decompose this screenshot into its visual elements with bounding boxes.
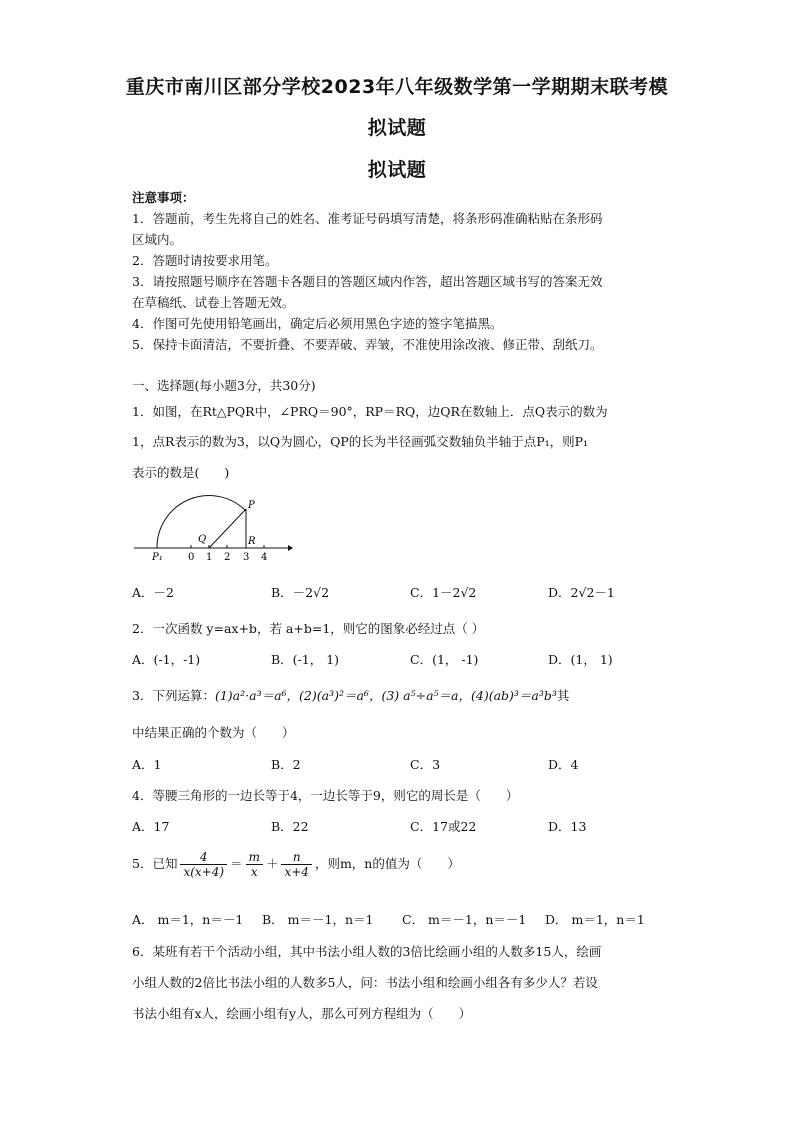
q5-stem (132, 850, 460, 879)
exam-title-line1: 重庆市南川区部分学校2023年八年级数学第一学期期末联考模 (125, 76, 669, 98)
q5-fraction-2 (246, 850, 263, 879)
q6-stem-line3: 书法小组有x人，绘画小组有y人，那么可列方程组为（ ） (132, 1006, 472, 1021)
q5-option-a: A． m＝1，n＝－1 (132, 912, 244, 927)
q1-option-b: B．－2√2 (271, 585, 330, 600)
q5-option-c: C． m＝－1，n＝－1 (402, 912, 527, 927)
exam-title-line2: 拟试题 (367, 117, 427, 139)
q1-option-d: D．2√2－1 (548, 585, 615, 600)
q1-stem-line1: 1．如图，在Rt△PQR中，∠PRQ＝90°，RP＝RQ，边QR在数轴上．点Q表示的数为 (132, 404, 608, 419)
q4-option-c: C．17或22 (410, 819, 477, 834)
q4-option-a: A．17 (132, 819, 170, 834)
q5-prefix: 5．已知 (132, 856, 178, 871)
q2-option-a: A．(-1，-1) (132, 652, 201, 667)
q2-option-b: B．(-1， 1) (271, 652, 340, 667)
q1-option-c: C．1－2√2 (410, 585, 477, 600)
q3-option-d: D．4 (548, 757, 579, 772)
q4-stem: 4．等腰三角形的一边长等于4，一边长等于9，则它的周长是（ ） (132, 788, 519, 803)
q3-prefix: 3．下列运算： (132, 688, 215, 703)
notice-item: 4．作图可先使用铅笔画出，确定后必须用黑色字迹的签字笔描黑。 (132, 316, 503, 331)
q3-option-a: A．1 (132, 757, 162, 772)
q3-option-c: C．3 (410, 757, 441, 772)
q5-option-d: D． m＝1，n＝1 (545, 912, 645, 927)
label-p: P (248, 500, 255, 511)
tick-label: 3 (243, 552, 250, 563)
q2-stem: 2．一次函数 y=ax+b，若 a+b=1，则它的图象必经过点（ ） (132, 621, 485, 636)
q5-fraction-1 (180, 850, 227, 879)
label-q: Q (198, 534, 207, 545)
fraction-numerator: 4 (180, 850, 227, 865)
q5-suffix: ，则m，n的值为（ ） (314, 856, 460, 871)
section-heading: 一、选择题(每小题3分，共30分) (132, 378, 316, 393)
q3-suffix: 其 (556, 688, 570, 703)
notice-item: 区域内。 (132, 232, 183, 247)
q5-fraction-3 (281, 850, 311, 879)
label-p1: P₁ (152, 552, 163, 563)
fraction-denominator: x (250, 865, 258, 879)
notice-item: 5．保持卡面清洁，不要折叠、不要弄破、弄皱，不准使用涂改液、修正带、刮纸刀。 (132, 337, 603, 352)
notice-item: 在草稿纸、试卷上答题无效。 (132, 295, 295, 310)
number-line-figure (130, 492, 295, 567)
tick-label: 0 (188, 552, 195, 563)
q5-option-b: B． m＝－1，n＝1 (262, 912, 374, 927)
tick-label: 1 (206, 552, 213, 563)
q3-stem-line2: 中结果正确的个数为（ ） (132, 725, 295, 740)
q5-plus: ＋ (265, 856, 279, 871)
q2-option-d: D．(1， 1) (548, 652, 613, 667)
notice-item: 1．答题前，考生先将自己的姓名、准考证号码填写清楚，将条形码准确粘贴在条形码 (132, 211, 603, 226)
q1-stem-line2: 1，点R表示的数为3，以Q为圆心，QP的长为半径画弧交数轴负半轴于点P₁，则P₁ (132, 434, 589, 449)
q3-stem-line1 (132, 686, 569, 704)
q3-item1: (1)a²·a³＝a⁶， (214, 688, 300, 703)
q3-item2: (2)(a³)²＝a⁶， (299, 688, 382, 703)
q4-option-d: D．13 (548, 819, 587, 834)
fraction-numerator: n (281, 850, 311, 865)
fraction-denominator: x+4 (284, 865, 309, 879)
q4-option-b: B．22 (271, 819, 309, 834)
exam-title-line3: 拟试题 (367, 159, 427, 181)
notice-item: 2．答题时请按要求用笔。 (132, 253, 278, 268)
q3-item4: (4)(ab)³＝a³b³ (471, 688, 557, 703)
fraction-denominator: x(x+4) (183, 865, 225, 879)
label-r: R (248, 536, 256, 547)
q3-item3: (3) a⁵÷a⁵＝a， (381, 688, 471, 703)
tick-label: 2 (224, 552, 231, 563)
q1-stem-line3: 表示的数是( ) (132, 465, 230, 480)
q6-stem-line1: 6．某班有若干个活动小组，其中书法小组人数的3倍比绘画小组的人数多15人，绘画 (132, 944, 602, 959)
notice-item: 3．请按照题号顺序在答题卡各题目的答题区域内作答，超出答题区域书写的答案无效 (132, 274, 603, 289)
notice-heading: 注意事项： (132, 190, 195, 205)
q1-option-a: A．－2 (132, 585, 174, 600)
q5-equals: ＝ (230, 856, 243, 871)
q2-option-c: C．(1， -1) (410, 652, 479, 667)
fraction-numerator: m (246, 850, 263, 865)
q3-option-b: B．2 (271, 757, 301, 772)
q6-stem-line2: 小组人数的2倍比书法小组的人数多5人，问：书法小组和绘画小组各有多少人？若设 (132, 975, 598, 990)
tick-label: 4 (261, 552, 268, 563)
